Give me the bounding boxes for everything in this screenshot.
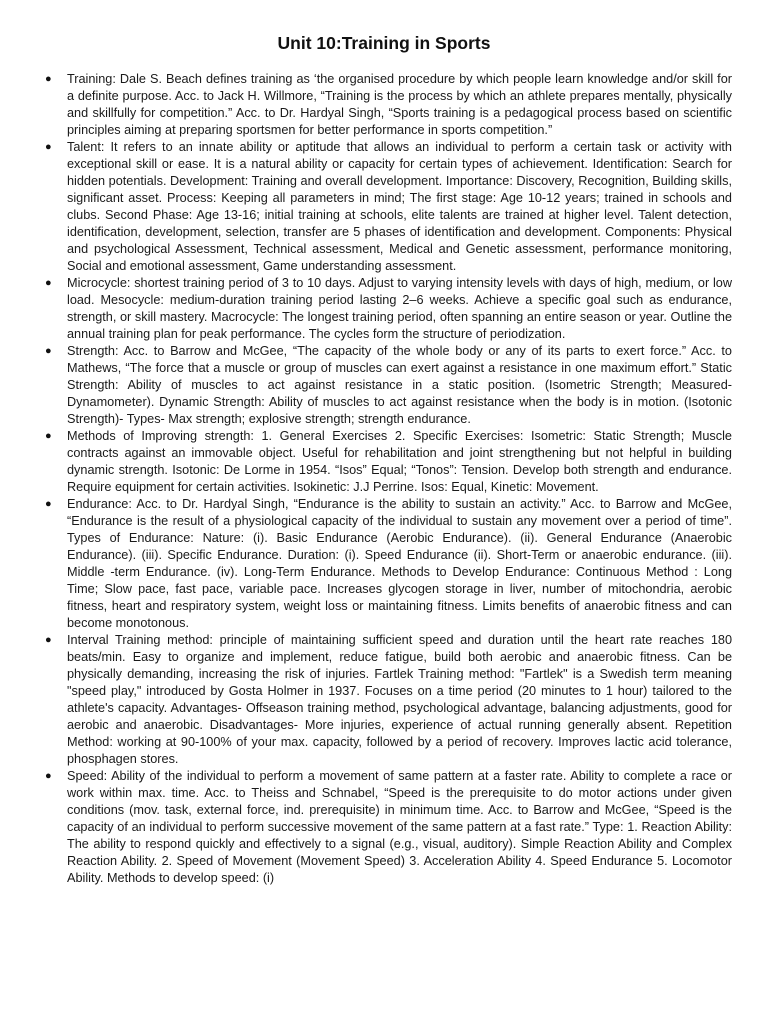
list-item-endurance: ● Endurance: Acc. to Dr. Hardyal Singh, “Endurance is the ability to sustain an activity.” Acc. to Barrow and McGee, “Endurance is the result of a physiological capacity of the individual to sustain any movement over a period of time”. Types of Endurance: Nature: (i). Basic Endurance (Aerobic Endurance). (ii). General Endurance (Anaerobic Endurance). (iii). Specific Endurance. Duration: (i). Speed Endurance (ii). Short-Term or anaerobic endurance. (iii). Middle -term Endurance. (iv). Long-Term Endurance. Methods to Develop Endurance: Continuous Method : Long Time; Slow pace, fast pace, variable pace. Increases glycogen storage in liver, number of mitochondria, aerobic fitness, heart and respiratory system, weight loss or maintaining fitness. Limits benefits of anaerobic fitness and can become monotonous.	[44, 496, 732, 632]
notes-list	[44, 71, 732, 887]
list-item-talent: ● Talent: It refers to an innate ability or aptitude that allows an individual to perform a certain task or activity with exceptional skill or ease. It is a natural ability or capacity for certain types of achievement. Identification: Search for hidden potentials. Development: Training and overall development. Importance: Discovery, Recognition, Building skills, significant asset. Process: Keeping all parameters in mind; The first stage: Age 10-12 years; trained in schools and clubs. Second Phase: Age 13-16; initial training at schools, elite talents are trained at higher level. Talent detection, identification, development, selection, transfer are 5 phases of identification and development. Components: Physical and psychological Assessment, Technical assessment, Medical and Genetic assessment, performance monitoring, Social and emotional assessment, Game understanding assessment.	[44, 139, 732, 275]
page-title: Unit 10:Training in Sports	[277, 33, 491, 53]
list-item-microcycle: ● Microcycle: shortest training period of 3 to 10 days. Adjust to varying intensity levels with days of high, medium, or low load. Mesocycle: medium-duration training period lasting 2–6 weeks. Achieve a specific goal such as endurance, strength, or skill mastery. Macrocycle: The longest training period, often spanning an entire season or year. Outline the annual training plan for peak performance. The cycles form the structure of periodization.	[44, 275, 732, 343]
list-item-strength: ● Strength: Acc. to Barrow and McGee, “The capacity of the whole body or any of its parts to exert force.” Acc. to Mathews, “The force that a muscle or group of muscles can exert against a resistance in one maximum effort.” Static Strength: Ability of muscles to act against resistance in a static position. (Isometric Strength; Measured- Dynamometer). Dynamic Strength: Ability of muscles to act against resistance when the body is in motion. (Isotonic Strength)- Types- Max strength; explosive strength; strength endurance.	[44, 343, 732, 428]
list-item-training: ● Training: Dale S. Beach defines training as ‘the organised procedure by which people learn knowledge and/or skill for a definite purpose. Acc. to Jack H. Willmore, “Training is the process by which an athlete prepares mentally, physically and skillfully for competition.” Acc. to Dr. Hardyal Singh, “Sports training is a pedagogical process based on scientific principles aiming at preparing sportsmen for better performance in sports competition.”	[44, 71, 732, 139]
list-item-speed: ● Speed: Ability of the individual to perform a movement of same pattern at a faster rate. Ability to complete a race or work within max. time. Acc. to Theiss and Schnabel, “Speed is the prerequisite to do motor actions under given conditions (mov. task, external force, ind. prerequisite) in minimum time. Acc. to Barrow and McGee, “Speed is the capacity of an individual to perform successive movement of the same pattern at a fast rate.” Type: 1. Reaction Ability: The ability to respond quickly and effectively to a signal (e.g., visual, auditory). Simple Reaction Ability and Complex Reaction Ability. 2. Speed of Movement (Movement Speed) 3. Acceleration Ability 4. Speed Endurance 5. Locomotor Ability. Methods to develop speed: (i)	[44, 768, 732, 887]
list-item-methods-strength: ● Methods of Improving strength: 1. General Exercises 2. Specific Exercises: Isometric: Static Strength; Muscle contracts against an immovable object. Useful for rehabilitation and joint strengthening but not helpful in building dynamic strength. Isotonic: De Lorme in 1954. “Isos” Equal; “Tonos”: Tension. Develop both strength and endurance. Require equipment for certain activities. Isokinetic: J.J Perrine. Isos: Equal, Kinetic: Movement.	[44, 428, 732, 496]
list-item-interval-training: ● Interval Training method: principle of maintaining sufficient speed and duration until the heart rate reaches 180 beats/min. Easy to organize and implement, reduce fatigue, build both aerobic and anaerobic fitness. Can be physically demanding, increasing the risk of injuries. Fartlek Training method: "Fartlek" is a Swedish term meaning "speed play," introduced by Gosta Holmer in 1937. Focuses on a time period (20 minutes to 1 hour) tailored to the athlete's capacity. Advantages- Offseason training method, psychological advantage, balancing adjustments, good for aerobic and anaerobic. Disadvantages- More injuries, experience of actual running generally absent. Repetition Method: working at 90-100% of your max. capacity, followed by a period of recovery. Improves lactic acid tolerance, phosphagen stores.	[44, 632, 732, 768]
